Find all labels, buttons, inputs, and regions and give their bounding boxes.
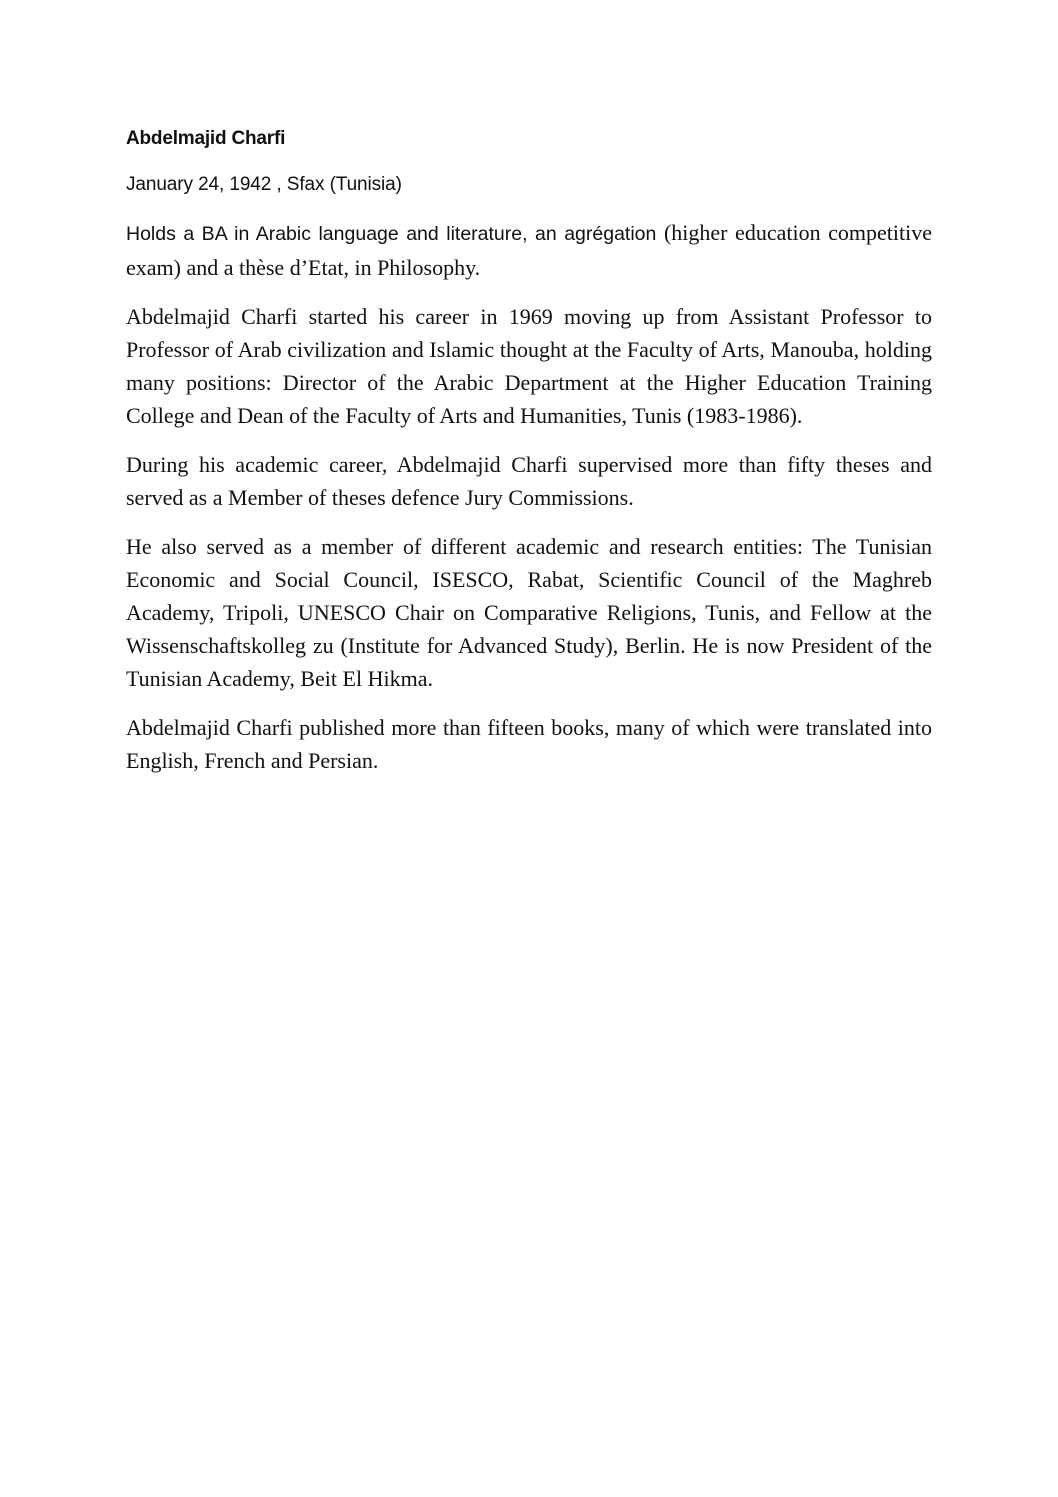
career-paragraph: Abdelmajid Charfi started his career in 1969 moving up from Assistant Professor to Professor of Arab civilization and Islamic thought at the Faculty of Arts, Manouba, holding many positions: Director of the Arabic Department at the Higher Education Training College and Dean of the Faculty of Arts and Humanities, Tunis (1983-1986). bbox=[126, 304, 932, 428]
memberships-paragraph: He also served as a member of different academic and research entities: The Tunisian Economic and Social Council, ISESCO, Rabat, Scientific Council of the Maghreb Academy, Tripoli, UNESCO Chair on Comparative Religions, Tunis, and Fellow at the Wissenschaftskolleg zu (Institute for Advanced Study), Berlin. He is now President of the Tunisian Academy, Beit El Hikma. bbox=[126, 534, 932, 691]
person-name-heading: Abdelmajid Charfi bbox=[126, 128, 286, 149]
document-body bbox=[126, 128, 932, 793]
education-lead-text: Holds a BA in Arabic language and literature, an agrégation bbox=[126, 223, 657, 245]
education-paragraph bbox=[126, 216, 932, 284]
birth-date-place: January 24, 1942 , Sfax (Tunisia) bbox=[126, 174, 402, 195]
education-rest-text: (higher education competitive exam) and a thèse d’Etat, in Philosophy. bbox=[126, 220, 933, 280]
publications-paragraph: Abdelmajid Charfi published more than fifteen books, many of which were translated into English, French and Persian. bbox=[126, 715, 932, 773]
supervision-paragraph: During his academic career, Abdelmajid Charfi supervised more than fifty theses and served as a Member of theses defence Jury Commissions. bbox=[126, 452, 932, 510]
